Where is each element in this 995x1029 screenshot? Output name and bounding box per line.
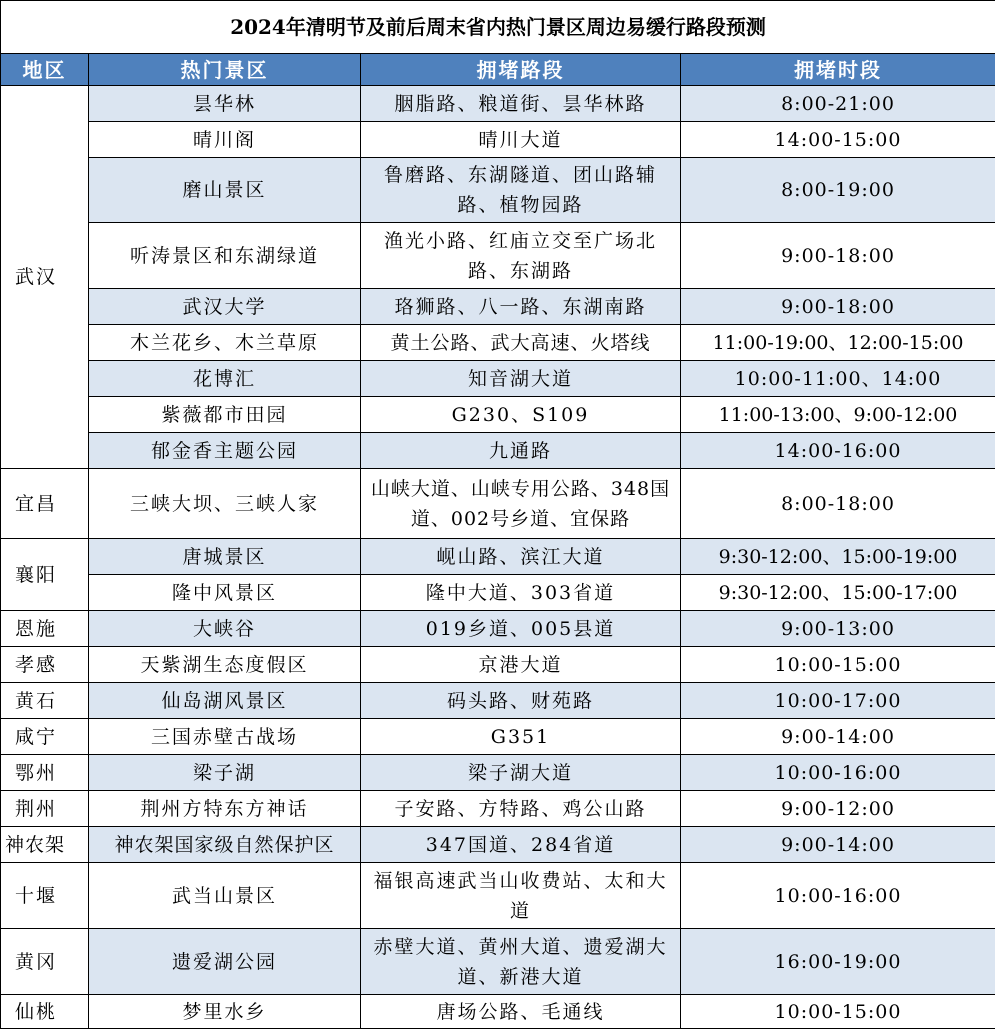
region-cell: 仙桃	[1, 995, 89, 1029]
roads-cell: 黄土公路、武大高速、火塔线	[361, 325, 681, 361]
table-row	[1, 397, 995, 433]
roads-cell: G230、S109	[361, 397, 681, 433]
spot-cell: 天紫湖生态度假区	[89, 647, 361, 683]
table-row	[1, 289, 995, 325]
roads-cell: 知音湖大道	[361, 361, 681, 397]
roads-cell: 胭脂路、粮道街、昙华林路	[361, 86, 681, 122]
roads-cell: 京港大道	[361, 647, 681, 683]
time-cell: 8:00-21:00	[681, 86, 995, 122]
title-row	[1, 1, 995, 54]
table-row	[1, 719, 995, 755]
spot-cell: 磨山景区	[89, 158, 361, 223]
time-cell: 11:00-13:00、9:00-12:00	[681, 397, 995, 433]
table-row	[1, 755, 995, 791]
spot-cell: 紫薇都市田园	[89, 397, 361, 433]
header-roads: 拥堵路段	[361, 54, 681, 86]
time-cell: 9:30-12:00、15:00-17:00	[681, 575, 995, 611]
spot-cell: 花博汇	[89, 361, 361, 397]
time-cell: 10:00-16:00	[681, 755, 995, 791]
spot-cell: 听涛景区和东湖绿道	[89, 223, 361, 289]
roads-cell: 岘山路、滨江大道	[361, 539, 681, 575]
time-cell: 9:00-14:00	[681, 719, 995, 755]
table-row	[1, 122, 995, 158]
time-cell: 10:00-17:00	[681, 683, 995, 719]
header-spot: 热门景区	[89, 54, 361, 86]
table-row	[1, 86, 995, 122]
time-cell: 14:00-16:00	[681, 433, 995, 469]
spot-cell: 神农架国家级自然保护区	[89, 827, 361, 863]
time-cell: 16:00-19:00	[681, 929, 995, 995]
table-row	[1, 683, 995, 719]
roads-cell: 子安路、方特路、鸡公山路	[361, 791, 681, 827]
roads-cell: 珞狮路、八一路、东湖南路	[361, 289, 681, 325]
time-cell: 9:00-18:00	[681, 223, 995, 289]
time-cell: 9:30-12:00、15:00-19:00	[681, 539, 995, 575]
roads-cell: 九通路	[361, 433, 681, 469]
region-cell: 鄂州	[1, 755, 89, 791]
spot-cell: 武汉大学	[89, 289, 361, 325]
table-title: 2024年清明节及前后周末省内热门景区周边易缓行路段预测	[1, 1, 995, 54]
header-row	[1, 54, 995, 86]
region-cell: 黄冈	[1, 929, 89, 995]
spot-cell: 梦里水乡	[89, 995, 361, 1029]
roads-cell: 唐场公路、毛通线	[361, 995, 681, 1029]
spot-cell: 郁金香主题公园	[89, 433, 361, 469]
table-row	[1, 863, 995, 929]
table-row	[1, 223, 995, 289]
table-row	[1, 575, 995, 611]
roads-cell: 福银高速武当山收费站、太和大道	[361, 863, 681, 929]
roads-cell: 渔光小路、红庙立交至广场北路、东湖路	[361, 223, 681, 289]
time-cell: 9:00-18:00	[681, 289, 995, 325]
region-cell: 恩施	[1, 611, 89, 647]
region-cell: 黄石	[1, 683, 89, 719]
region-cell: 武汉	[1, 86, 89, 469]
table-row	[1, 929, 995, 995]
spot-cell: 遗爱湖公园	[89, 929, 361, 995]
roads-cell: G351	[361, 719, 681, 755]
table-row	[1, 791, 995, 827]
time-cell: 9:00-13:00	[681, 611, 995, 647]
table-row	[1, 325, 995, 361]
spot-cell: 荆州方特东方神话	[89, 791, 361, 827]
spot-cell: 大峡谷	[89, 611, 361, 647]
spot-cell: 仙岛湖风景区	[89, 683, 361, 719]
table-row	[1, 539, 995, 575]
time-cell: 11:00-19:00、12:00-15:00	[681, 325, 995, 361]
time-cell: 9:00-12:00	[681, 791, 995, 827]
spot-cell: 隆中风景区	[89, 575, 361, 611]
table-row	[1, 433, 995, 469]
region-cell: 宜昌	[1, 469, 89, 539]
spot-cell: 三国赤壁古战场	[89, 719, 361, 755]
spot-cell: 晴川阁	[89, 122, 361, 158]
spot-cell: 木兰花乡、木兰草原	[89, 325, 361, 361]
spot-cell: 唐城景区	[89, 539, 361, 575]
table-row	[1, 361, 995, 397]
region-cell: 孝感	[1, 647, 89, 683]
region-cell: 神农架	[1, 827, 89, 863]
header-region: 地区	[1, 54, 89, 86]
region-cell: 十堰	[1, 863, 89, 929]
roads-cell: 019乡道、005县道	[361, 611, 681, 647]
time-cell: 8:00-18:00	[681, 469, 995, 539]
roads-cell: 梁子湖大道	[361, 755, 681, 791]
time-cell: 10:00-15:00	[681, 995, 995, 1029]
table-row	[1, 469, 995, 539]
roads-cell: 347国道、284省道	[361, 827, 681, 863]
time-cell: 10:00-15:00	[681, 647, 995, 683]
time-cell: 10:00-16:00	[681, 863, 995, 929]
table-row	[1, 647, 995, 683]
spot-cell: 三峡大坝、三峡人家	[89, 469, 361, 539]
table-row	[1, 995, 995, 1029]
roads-cell: 山峡大道、山峡专用公路、348国道、002号乡道、宜保路	[361, 469, 681, 539]
table-row	[1, 158, 995, 223]
region-cell: 襄阳	[1, 539, 89, 611]
roads-cell: 码头路、财苑路	[361, 683, 681, 719]
region-cell: 荆州	[1, 791, 89, 827]
roads-cell: 晴川大道	[361, 122, 681, 158]
spot-cell: 昙华林	[89, 86, 361, 122]
time-cell: 10:00-11:00、14:00	[681, 361, 995, 397]
table-row	[1, 827, 995, 863]
roads-cell: 赤壁大道、黄州大道、遗爱湖大道、新港大道	[361, 929, 681, 995]
header-time: 拥堵时段	[681, 54, 995, 86]
table-row	[1, 611, 995, 647]
spot-cell: 武当山景区	[89, 863, 361, 929]
roads-cell: 隆中大道、303省道	[361, 575, 681, 611]
time-cell: 8:00-19:00	[681, 158, 995, 223]
region-cell: 咸宁	[1, 719, 89, 755]
time-cell: 14:00-15:00	[681, 122, 995, 158]
spot-cell: 梁子湖	[89, 755, 361, 791]
roads-cell: 鲁磨路、东湖隧道、团山路辅路、植物园路	[361, 158, 681, 223]
time-cell: 9:00-14:00	[681, 827, 995, 863]
